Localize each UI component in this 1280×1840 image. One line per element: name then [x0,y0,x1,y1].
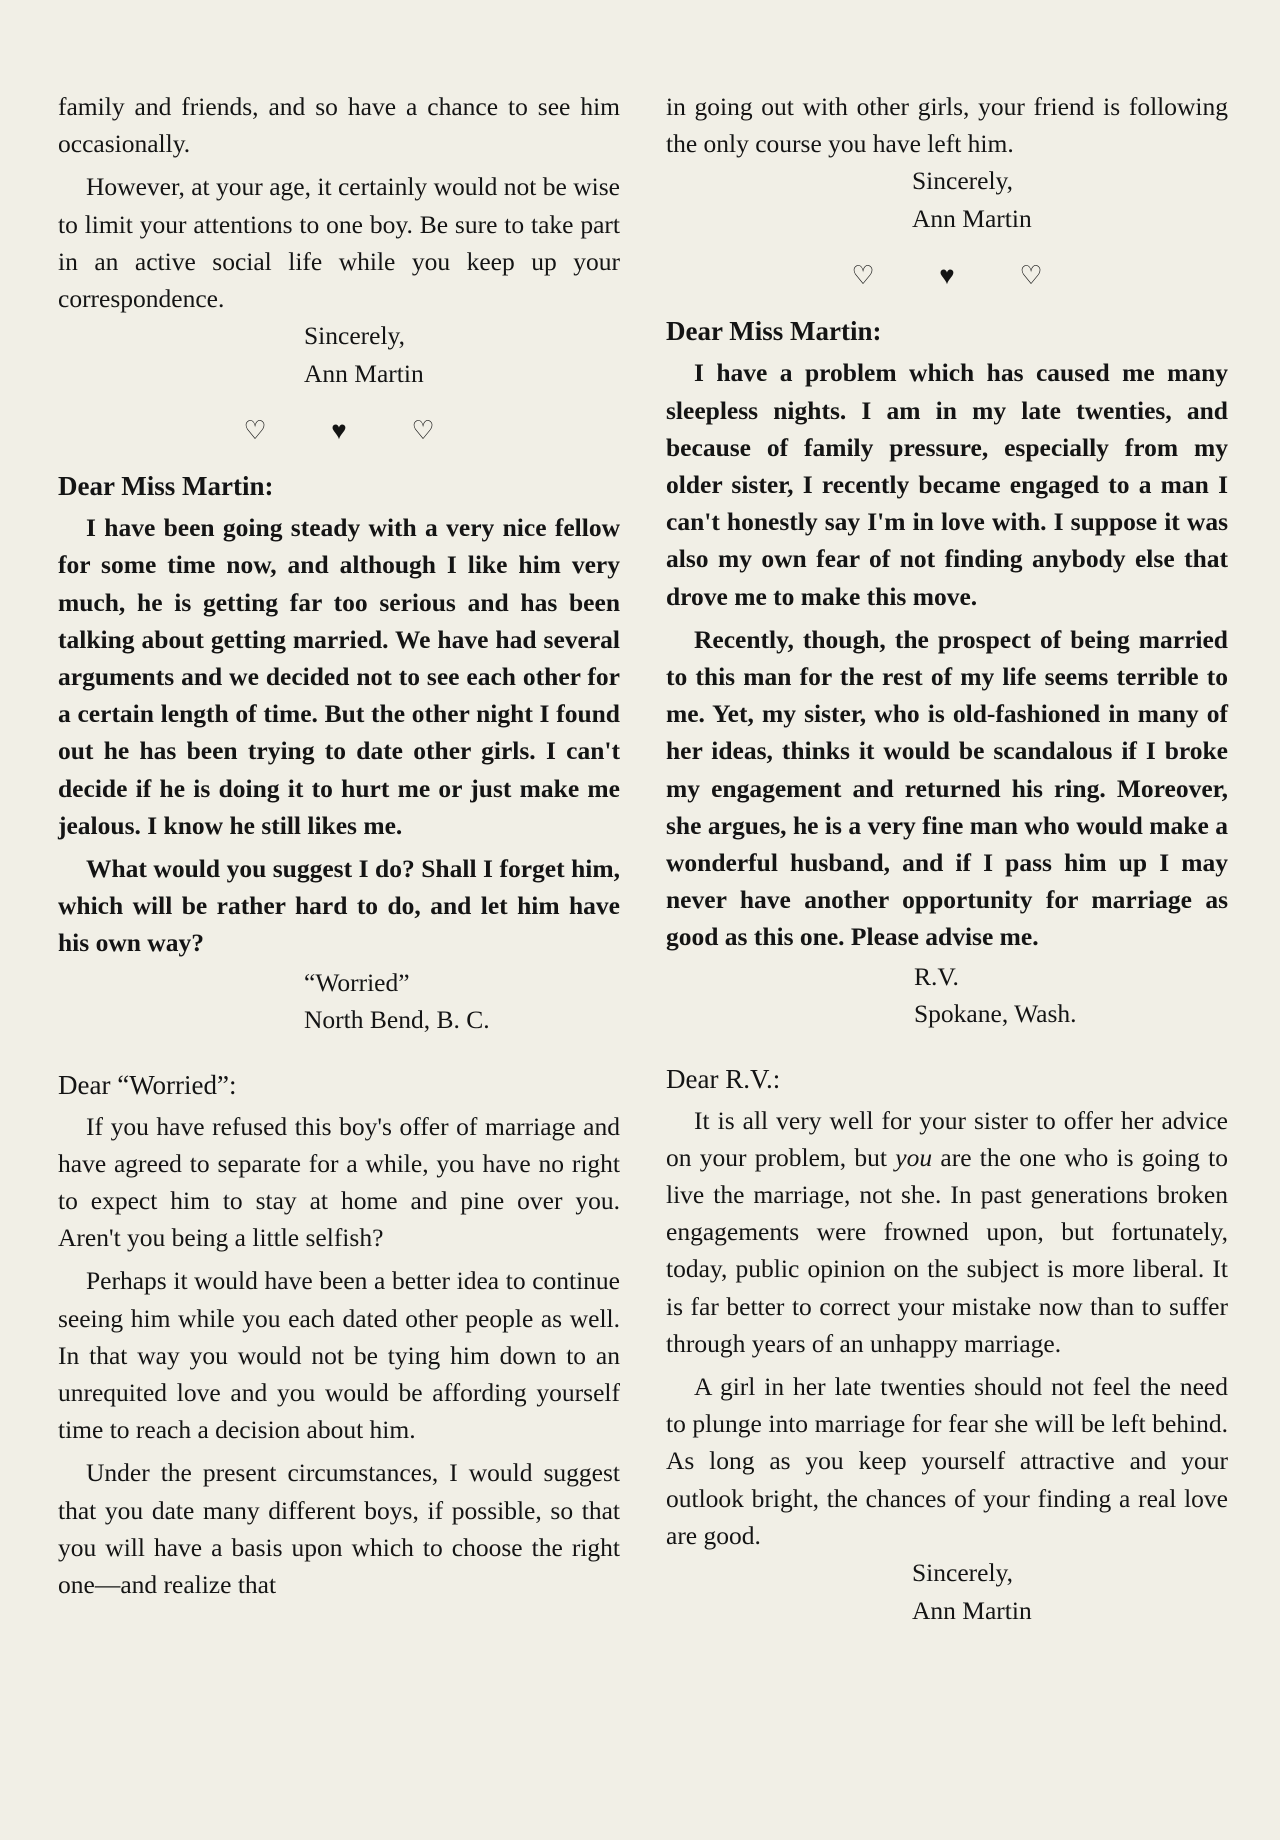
heart-filled-icon: ♥ [939,261,955,291]
letter-paragraph-1: I have a problem which has caused me many sleepless nights. I am in my late twenties, and because of family pressure, especially from my older sister, I recently became engaged to a man I can't honestly say I'm in love with. I suppose it was also my own fear of not finding anybody else that drove me to make this move. [666,358,1228,611]
letter-paragraph-2: What would you suggest I do? Shall I forget him, which will be rather hard to do, and let him have his own way? [58,854,620,958]
reply-salutation: Dear “Worried”: [58,1069,237,1100]
signature-closing: Sincerely, [912,1558,1014,1588]
letter-salutation: Dear Miss Martin: [666,316,882,347]
letter-paragraph-1: I have been going steady with a very nice fellow for some time now, and although I like him very much, he is getting far too serious and has been talking about getting married. We have had several arguments and we decided not to see each other for a certain length of time. But the other night I found out he has been trying to date other girls. I can't decide if he is doing it to hurt me or just make me jealous. I know he still likes me. [58,513,620,840]
signature-name: Ann Martin [304,358,424,388]
signature-closing: Sincerely, [304,321,406,351]
letter-signer: “Worried” [304,967,410,997]
heart-divider [58,414,620,448]
intro-paragraph-2: However, at your age, it certainly would not be wise to limit your attentions to one boy. Be sure to take part in an active social life while you keep up your correspondence. [58,172,620,314]
signature-closing: Sincerely, [912,166,1014,196]
reply-paragraph-2: Perhaps it would have been a better idea to continue seeing him while you each dated other people as well. In that way you would not be tying him down to an unrequited love and you would be affording yourself time to reach a decision about him. [58,1266,620,1445]
letter-body [58,509,620,961]
reply-text: are the one who is going to live the marriage, not she. In past generations broken engagements were frowned upon, but fortunately, today, public opinion on the subject is more liberal. It is far better to correct your mistake now than to suffer through years of an unhappy marriage. [666,1142,1228,1358]
reply-salutation: Dear R.V.: [666,1063,781,1094]
continued-paragraph: in going out with other girls, your friend is following the only course you have left him. [666,92,1228,159]
signature-name: Ann Martin [912,1595,1032,1625]
reply-text: It is all very well for your sister to offer her advice on your problem, but [666,1105,1228,1172]
letter-signature [304,964,620,1039]
heart-divider [666,259,1228,293]
letter-signature [914,958,1228,1033]
heart-outline-icon: ♡ [1019,261,1043,291]
heart-outline-icon: ♡ [243,416,267,446]
reply-signature [912,1554,1228,1629]
heart-outline-icon: ♡ [851,261,875,291]
intro-signature [304,317,620,392]
reply-emphasis: you [895,1142,933,1172]
intro-paragraph-1: family and friends, and so have a chance to see him occasionally. [58,92,620,159]
signature-name: Ann Martin [912,203,1032,233]
continued-signature [912,162,1228,237]
reply-paragraph-1: If you have refused this boy's offer of marriage and have agreed to separate for a while, you have no right to expect him to stay at home and pine over you. Aren't you being a little selfish? [58,1111,620,1253]
reply-paragraph-2: A girl in her late twenties should not feel the need to plunge into marriage for fear she will be left behind. As long as you keep yourself attractive and your outlook bright, the chances of your finding a real love are good. [666,1372,1228,1550]
letter-location: Spokane, Wash. [914,999,1077,1029]
letter-salutation: Dear Miss Martin: [58,471,274,502]
reply-paragraph-3: Under the present circumstances, I would suggest that you date many different boys, if possible, so that you will have a basis upon which to choose the right one—and realize that [58,1458,620,1600]
heart-outline-icon: ♡ [411,416,435,446]
letter-location: North Bend, B. C. [304,1005,490,1035]
left-column [58,88,620,1603]
letter-signer: R.V. [914,961,959,991]
letter-body [666,354,1228,955]
letter-paragraph-2: Recently, though, the prospect of being married to this man for the rest of my life seems terrible to me. Yet, my sister, who is old-fashioned in many of her ideas, thinks it would be scandalous if I broke my engagement and returned his ring. Moreover, she argues, he is a very fine man who would make a wonderful husband, and if I pass him up I may never have another opportunity for marriage as good as this one. Please advise me. [666,624,1228,952]
right-column [666,88,1228,1629]
reply-paragraph-1 [666,1102,1228,1362]
heart-filled-icon: ♥ [331,416,347,446]
